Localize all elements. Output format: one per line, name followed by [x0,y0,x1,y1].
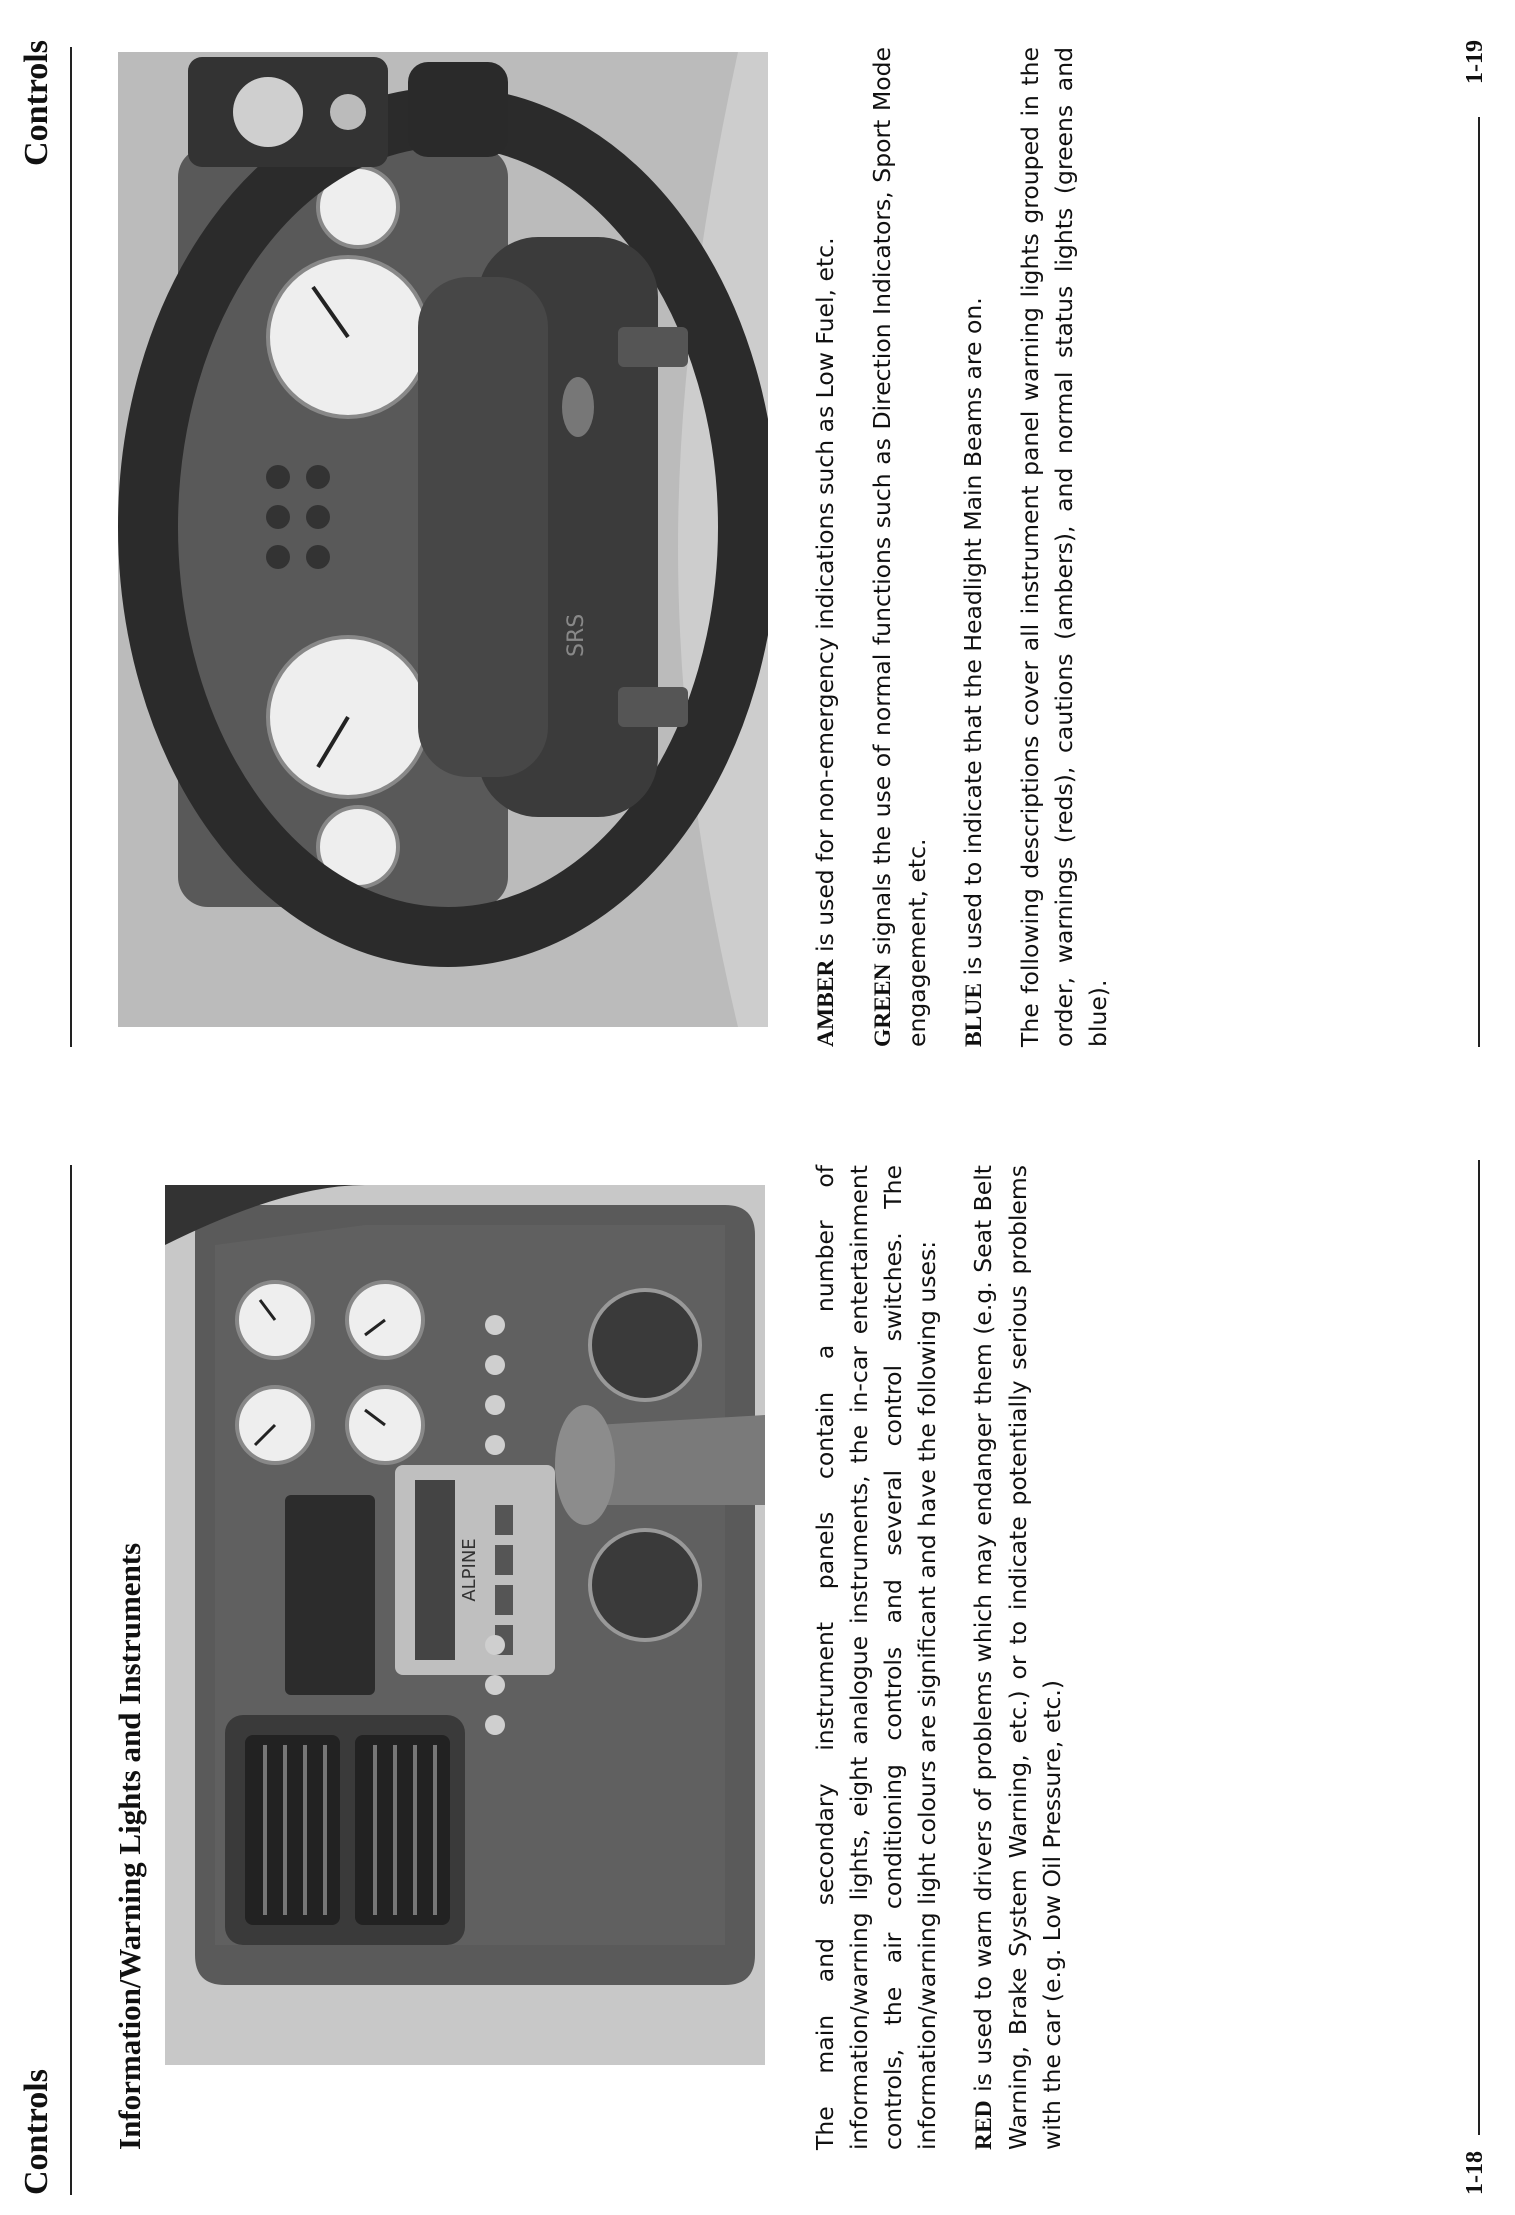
blue-keyword: BLUE [961,983,987,1047]
blue-description: is used to indicate that the Headlight Main Beams are on. [959,297,987,983]
page-right [0,0,1515,1107]
red-description: is used to warn drivers of problems which may endanger them (e.g. Seat Belt Warning, Brake System Warning, etc.) or to indicate potentially serious problems with the car (e.g. Low Oil Pressure, etc.) [969,1165,1066,2150]
closing-paragraph: The following descriptions cover all instrument panel warning lights grouped in the order, warnings (reds), cautions (ambers), and normal status lights (greens and blue). [1016,47,1112,1047]
section-heading: Information/Warning Lights and Instruments [112,1542,147,2150]
centre-console-photo [165,1185,765,2065]
red-paragraph [966,1165,1069,2150]
radio-brand: ALPINE [459,1538,480,1602]
green-paragraph [865,47,934,1047]
amber-description: is used for non-emergency indications such as Low Fuel, etc. [811,237,839,960]
header-rule [70,1165,72,2195]
footer-rule [1478,117,1480,1047]
colour-legend-text [808,47,1137,1047]
centre-console-illustration [165,1185,765,2065]
red-keyword: RED [971,2100,997,2150]
blue-paragraph [956,47,991,1047]
header-title: Controls [18,40,55,166]
page-left [0,1108,1515,2215]
amber-paragraph [808,47,843,1047]
green-keyword: GREEN [870,963,896,1047]
amber-keyword: AMBER [813,959,839,1047]
header-rule [70,47,72,1047]
page-number: 1-19 [1462,40,1488,84]
airbag-label: SRS [564,613,589,657]
intro-paragraph: The main and secondary instrument panels contain a number of information/warning lights, eight analogue instruments, the in-car entertainment controls, the air conditioning controls and several control switches. The information/warning light colours are significant and have the following uses: [811,1165,941,2150]
intro-text [808,1165,1091,2150]
green-description: signals the use of normal functions such as Direction Indicators, Sport Mode engagement, etc. [868,47,931,1047]
header-title: Controls [18,2069,55,2195]
steering-wheel-illustration [118,52,768,1027]
steering-wheel-photo [118,52,768,1027]
footer-rule [1478,1160,1480,2135]
page-number: 1-18 [1462,2151,1488,2195]
